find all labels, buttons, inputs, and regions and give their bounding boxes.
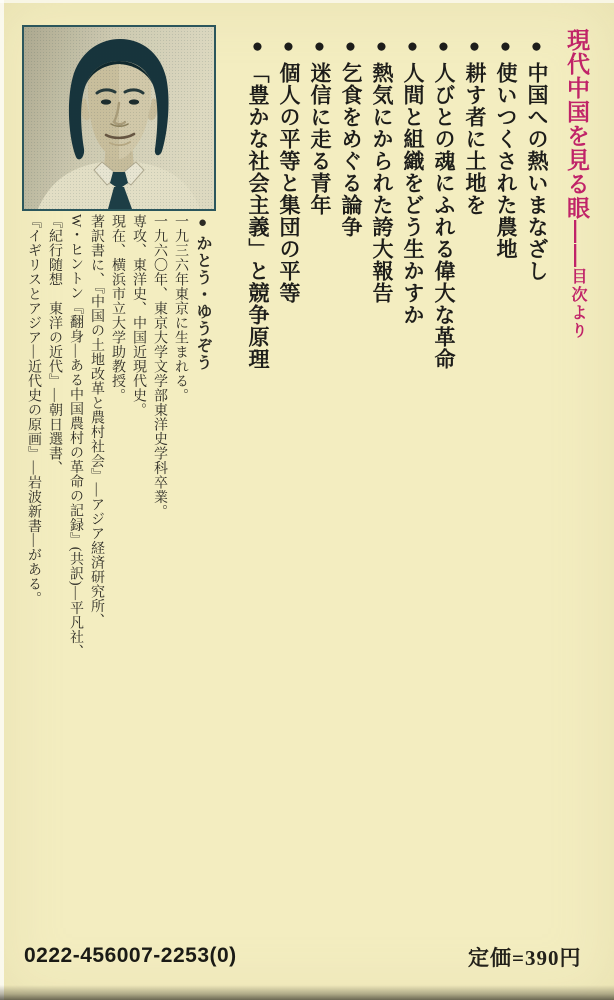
toc-item-label: 使いつくされた農地: [494, 62, 517, 260]
author-name-label: かとう・ゆうぞう: [194, 235, 211, 371]
bio-line: W・ヒントン『翻身—ある中国農村の革命の記録』(共訳)—平凡社、: [68, 214, 83, 659]
toc-item: [304, 36, 335, 656]
bio-line: 一九六〇年、東京大学文学部東洋史学科卒業。: [152, 214, 167, 519]
toc-item-label: 迷信に走る青年: [308, 62, 331, 216]
toc-item: [521, 36, 552, 656]
bullet-icon: ●: [495, 36, 516, 62]
page-title: [560, 28, 594, 668]
toc-item: [335, 36, 366, 656]
bio-line: 一九三六年東京に生まれる。: [173, 214, 188, 403]
toc-item: [242, 36, 273, 656]
toc-item-label: 人びとの魂にふれる偉大な革命: [432, 62, 455, 370]
bullet-icon: ●: [247, 36, 268, 62]
toc-item: [459, 36, 490, 656]
bullet-icon: ●: [340, 36, 361, 62]
price-label: 定価=390円: [468, 946, 582, 970]
bullet-icon: ●: [309, 36, 330, 62]
bio-line: 専攻、東洋史、中国近現代史。: [131, 214, 146, 417]
toc-item: [490, 36, 521, 656]
toc-item: [366, 36, 397, 656]
bullet-icon: ●: [526, 36, 547, 62]
toc-item: [428, 36, 459, 656]
toc-item-label: 個人の平等と集団の平等: [277, 62, 300, 304]
scan-edge-bottom: [0, 985, 614, 1000]
scan-edge-left: [0, 0, 4, 1000]
toc-list: [242, 36, 552, 656]
bio-line: 著訳書に、『中国の土地改革と農村社会』—アジア経済研究所、: [89, 214, 104, 628]
bio-line: 『紀行随想 東洋の近代』—朝日選書、: [47, 214, 62, 475]
author-photo: [22, 25, 216, 211]
title-main: 現代中国を見る眼: [564, 28, 590, 220]
toc-item: [273, 36, 304, 656]
bio-line: 現在、横浜市立大学助教授。: [110, 214, 125, 403]
toc-item-label: 乞食をめぐる論争: [339, 62, 362, 238]
author-bio: [22, 214, 214, 686]
bullet-icon: ●: [278, 36, 299, 62]
bio-line: 『イギリスとアジア—近代史の原画』—岩波新書—がある。: [26, 214, 41, 606]
bullet-icon: ●: [433, 36, 454, 62]
author-name: [191, 214, 214, 686]
toc-item-label: 「豊かな社会主義」と競争原理: [246, 62, 269, 370]
title-suffix: 目次より: [569, 268, 586, 340]
bullet-icon: ●: [402, 36, 423, 62]
scan-edge-top: [0, 0, 614, 3]
toc-item-label: 耕す者に土地を: [463, 62, 486, 216]
title-dash: ——: [564, 220, 590, 268]
toc-item-label: 熱気にかられた誇大報告: [370, 62, 393, 304]
bullet-icon: ●: [194, 214, 211, 235]
author-portrait-photo: [24, 27, 214, 209]
toc-item: [397, 36, 428, 656]
bullet-icon: ●: [464, 36, 485, 62]
book-code: 0222-456007-2253(0): [24, 944, 237, 967]
toc-item-label: 人間と組織をどう生かすか: [401, 62, 424, 326]
bullet-icon: ●: [371, 36, 392, 62]
toc-item-label: 中国への熱いまなざし: [525, 62, 548, 282]
